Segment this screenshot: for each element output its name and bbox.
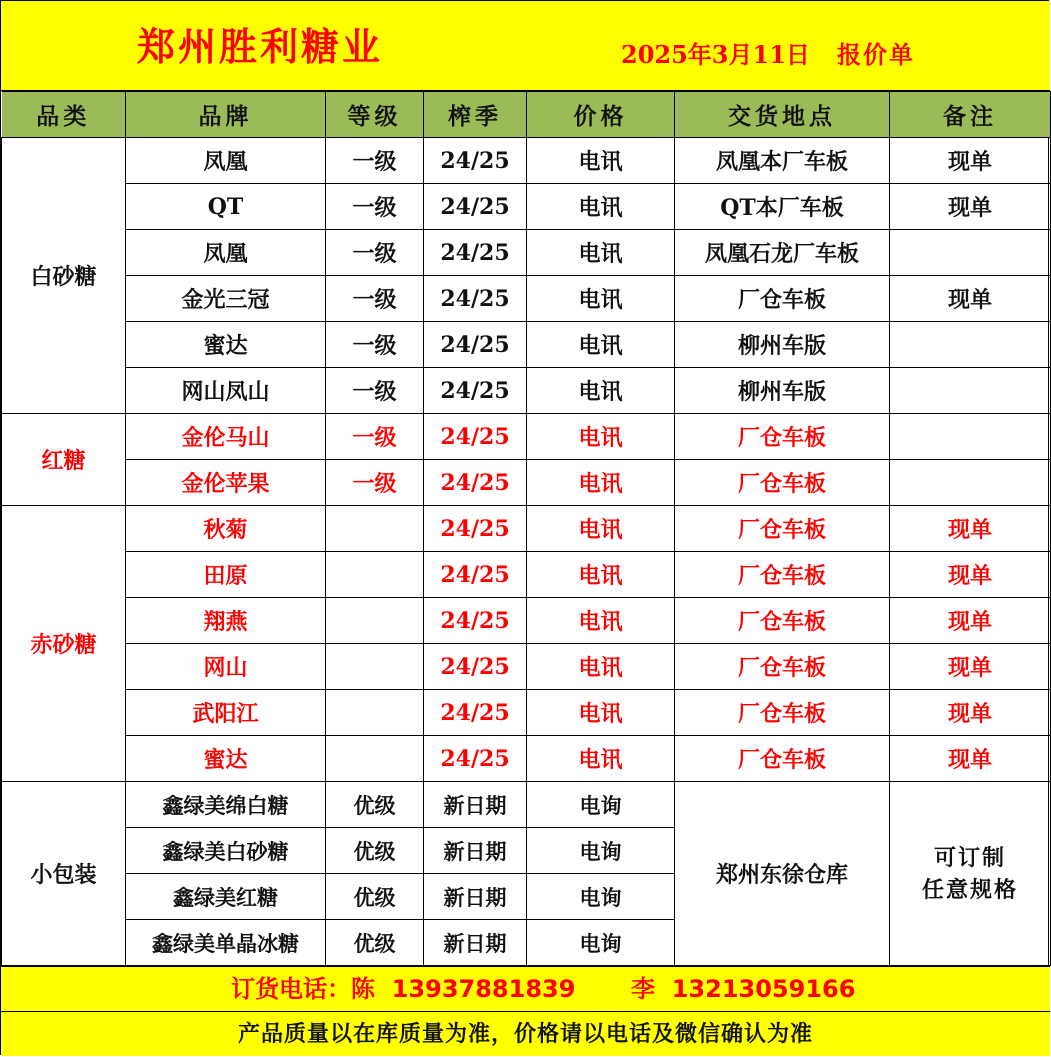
- note-cell: [890, 230, 1051, 276]
- category-white-sugar: 白砂糖: [2, 138, 126, 414]
- contact2-phone[interactable]: 13213059166: [671, 975, 856, 1003]
- price-cell: 电讯: [527, 598, 675, 644]
- season-cell: 新日期: [424, 828, 527, 874]
- contact2-name: 李: [631, 974, 655, 1003]
- season-cell: 24/25: [424, 322, 527, 368]
- price-cell: 电讯: [527, 184, 675, 230]
- brand-cell: 蜜达: [126, 322, 326, 368]
- note-cell: [890, 460, 1051, 506]
- grade-cell: 一级: [326, 322, 424, 368]
- price-cell: 电讯: [527, 322, 675, 368]
- grade-cell: 一级: [326, 460, 424, 506]
- brand-cell: 鑫绿美红糖: [126, 874, 326, 920]
- location-cell: 凤凰石龙厂车板: [675, 230, 890, 276]
- brand-cell: 蜜达: [126, 736, 326, 782]
- note-cell: [890, 322, 1051, 368]
- category-small-pack: 小包装: [2, 782, 126, 966]
- note-cell: 现单: [890, 690, 1051, 736]
- order-phone-contact1: [231, 967, 575, 1011]
- brand-cell: 网山: [126, 644, 326, 690]
- location-cell: 厂仓车板: [675, 276, 890, 322]
- season-cell: 24/25: [424, 506, 527, 552]
- price-cell: 电询: [527, 920, 675, 966]
- brand-cell: 鑫绿美白砂糖: [126, 828, 326, 874]
- table-row: [2, 322, 1051, 368]
- location-cell: 厂仓车板: [675, 552, 890, 598]
- grade-cell: 一级: [326, 230, 424, 276]
- season-cell: 24/25: [424, 414, 527, 460]
- season-cell: 24/25: [424, 598, 527, 644]
- category-brown-sugar: 红糖: [2, 414, 126, 506]
- location-cell: 厂仓车板: [675, 506, 890, 552]
- grade-cell: 优级: [326, 920, 424, 966]
- order-phone-label: 订货电话：: [231, 974, 351, 1003]
- grade-cell: [326, 598, 424, 644]
- grade-cell: 优级: [326, 874, 424, 920]
- price-cell: 电讯: [527, 552, 675, 598]
- season-cell: 新日期: [424, 782, 527, 828]
- small-pack-note-line1: 可订制: [933, 844, 1006, 871]
- season-cell: 24/25: [424, 138, 527, 184]
- col-location: 交货地点: [675, 92, 890, 138]
- brand-cell: QT: [126, 184, 326, 230]
- price-cell: 电讯: [527, 460, 675, 506]
- season-cell: 24/25: [424, 552, 527, 598]
- table-row: [2, 276, 1051, 322]
- location-cell: 厂仓车板: [675, 460, 890, 506]
- title-bar: [1, 1, 1050, 91]
- small-pack-location: 郑州东徐仓库: [675, 782, 890, 966]
- season-cell: 24/25: [424, 644, 527, 690]
- col-season: 榨季: [424, 92, 527, 138]
- price-cell: 电讯: [527, 276, 675, 322]
- note-cell: 现单: [890, 644, 1051, 690]
- price-cell: 电询: [527, 828, 675, 874]
- season-cell: 24/25: [424, 690, 527, 736]
- location-cell: 柳州车版: [675, 368, 890, 414]
- grade-cell: 一级: [326, 276, 424, 322]
- grade-cell: 一级: [326, 138, 424, 184]
- season-cell: 24/25: [424, 368, 527, 414]
- grade-cell: [326, 644, 424, 690]
- grade-cell: [326, 736, 424, 782]
- location-cell: QT本厂车板: [675, 184, 890, 230]
- grade-cell: [326, 506, 424, 552]
- table-row: [2, 138, 1051, 184]
- location-cell: 厂仓车板: [675, 690, 890, 736]
- col-note: 备注: [890, 92, 1051, 138]
- table-row: [2, 506, 1051, 552]
- season-cell: 24/25: [424, 736, 527, 782]
- company-name: 郑州胜利糖业: [137, 24, 384, 69]
- grade-cell: [326, 690, 424, 736]
- small-pack-note-line2: 任意规格: [921, 876, 1018, 903]
- col-grade: 等级: [326, 92, 424, 138]
- note-cell: 现单: [890, 736, 1051, 782]
- note-cell: 现单: [890, 276, 1051, 322]
- price-cell: 电讯: [527, 690, 675, 736]
- location-cell: 柳州车版: [675, 322, 890, 368]
- brand-cell: 金光三冠: [126, 276, 326, 322]
- category-raw-sugar: 赤砂糖: [2, 506, 126, 782]
- table-row: [2, 230, 1051, 276]
- brand-cell: 武阳江: [126, 690, 326, 736]
- brand-cell: 金伦马山: [126, 414, 326, 460]
- season-cell: 24/25: [424, 276, 527, 322]
- table-row: [2, 414, 1051, 460]
- brand-cell: 翔燕: [126, 598, 326, 644]
- table-row: [2, 644, 1051, 690]
- season-cell: 24/25: [424, 230, 527, 276]
- disclaimer-bar: 产品质量以在库质量为准，价格请以电话及微信确认为准: [1, 1012, 1050, 1056]
- season-cell: 新日期: [424, 920, 527, 966]
- brand-cell: 秋菊: [126, 506, 326, 552]
- note-cell: 现单: [890, 506, 1051, 552]
- grade-cell: 一级: [326, 414, 424, 460]
- small-pack-note: [890, 782, 1051, 966]
- price-cell: 电讯: [527, 414, 675, 460]
- order-phone-contact2: [631, 967, 855, 1011]
- note-cell: [890, 368, 1051, 414]
- price-cell: 电询: [527, 874, 675, 920]
- contact1-name: 陈: [351, 974, 375, 1003]
- price-cell: 电讯: [527, 736, 675, 782]
- brand-cell: 金伦苹果: [126, 460, 326, 506]
- grade-cell: 优级: [326, 782, 424, 828]
- table-row: [2, 368, 1051, 414]
- brand-cell: 鑫绿美单晶冰糖: [126, 920, 326, 966]
- quote-date: 2025年3月11日: [621, 40, 810, 69]
- order-phone-bar: [1, 966, 1050, 1012]
- note-cell: 现单: [890, 552, 1051, 598]
- price-cell: 电讯: [527, 506, 675, 552]
- season-cell: 24/25: [424, 184, 527, 230]
- location-cell: 厂仓车板: [675, 644, 890, 690]
- location-cell: 厂仓车板: [675, 598, 890, 644]
- table-row: [2, 782, 1051, 828]
- note-cell: 现单: [890, 598, 1051, 644]
- price-cell: 电讯: [527, 644, 675, 690]
- brand-cell: 田原: [126, 552, 326, 598]
- grade-cell: 优级: [326, 828, 424, 874]
- column-header-row: [2, 92, 1051, 138]
- table-row: [2, 552, 1051, 598]
- grade-cell: 一级: [326, 368, 424, 414]
- location-cell: 厂仓车板: [675, 414, 890, 460]
- quote-title: 报价单: [837, 40, 915, 69]
- col-price: 价格: [527, 92, 675, 138]
- table-row: [2, 598, 1051, 644]
- brand-cell: 凤凰: [126, 138, 326, 184]
- price-cell: 电讯: [527, 230, 675, 276]
- brand-cell: 凤凰: [126, 230, 326, 276]
- price-table: [1, 91, 1051, 966]
- price-cell: 电讯: [527, 138, 675, 184]
- location-cell: 凤凰本厂车板: [675, 138, 890, 184]
- price-cell: 电询: [527, 782, 675, 828]
- col-brand: 品牌: [126, 92, 326, 138]
- brand-cell: 网山凤山: [126, 368, 326, 414]
- price-cell: 电讯: [527, 368, 675, 414]
- note-cell: [890, 414, 1051, 460]
- season-cell: 新日期: [424, 874, 527, 920]
- note-cell: 现单: [890, 138, 1051, 184]
- table-row: [2, 736, 1051, 782]
- note-cell: 现单: [890, 184, 1051, 230]
- grade-cell: 一级: [326, 184, 424, 230]
- location-cell: 厂仓车板: [675, 736, 890, 782]
- brand-cell: 鑫绿美绵白糖: [126, 782, 326, 828]
- grade-cell: [326, 552, 424, 598]
- season-cell: 24/25: [424, 460, 527, 506]
- table-row: [2, 460, 1051, 506]
- table-row: [2, 184, 1051, 230]
- table-row: [2, 690, 1051, 736]
- col-category: 品类: [2, 92, 126, 138]
- contact1-phone[interactable]: 13937881839: [391, 975, 576, 1003]
